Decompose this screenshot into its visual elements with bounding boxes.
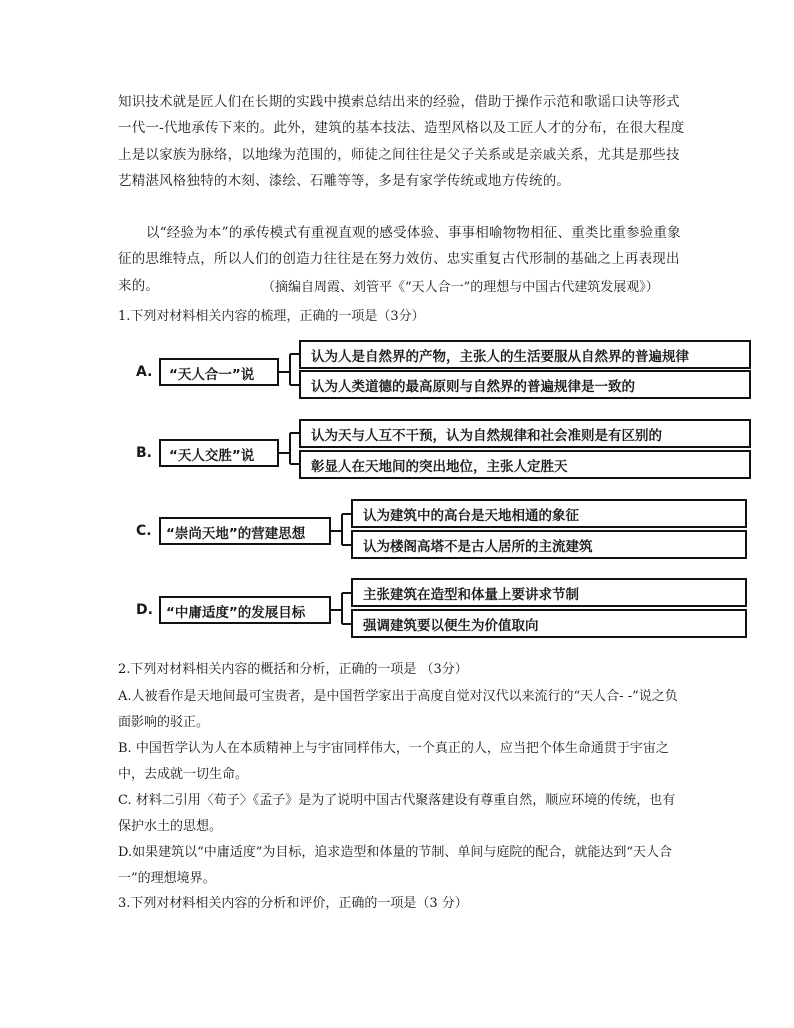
option-d-title-box	[160, 597, 330, 623]
passage-paragraph-1: 知识技术就是匠人们在长期的实践中摸索总结出来的经验，借助于操作示范和歌谣口诀等形式一代一-代地承传下来的。此外，建筑的基本技法、造型风格以及工匠人才的分布，在很大程度上是以家族为脉络，以地缘为范围的，师徒之间往往是父子关系或是亲戚关系，尤其是那些技艺精湛风格独特的木刻、漆绘、石雕等等，多是有家学传统或地方传统的。	[118, 94, 685, 189]
option-c-bracket	[330, 514, 352, 545]
option-c-item-2: 认为楼阁高塔不是古人居所的主流建筑	[363, 539, 593, 555]
question-2-option-a: A.人被看作是天地间最可宝贵者，是中国哲学家出于高度自觉对汉代以来流行的“天人合- -”说之负面影响的驳正。	[118, 689, 678, 730]
option-b-item-2: 彰显人在天地间的突出地位，主张人定胜天	[311, 459, 568, 475]
option-c-title: “崇尚天地”的营建思想	[166, 526, 306, 542]
option-d-item-1: 主张建筑在造型和体量上要讲求节制	[363, 587, 579, 603]
question-2-option-b: B. 中国哲学认为人在本质精神上与宇宙同样伟大，一个真正的人，应当把个体生命通贯于宇宙之中，去成就一切生命。	[118, 741, 669, 782]
question-2-option-d: D.如果建筑以“中庸适度”为目标，追求造型和体量的节制、单间与庭院的配合，就能达到“天人合一”的理想境界。	[118, 845, 673, 886]
option-d-item-2-box	[352, 610, 746, 637]
option-d-item-2: 强调建筑要以便生为价值取向	[363, 618, 539, 634]
option-a-item-1: 认为人是自然界的产物，主张人的生活要服从自然界的普遍规律	[311, 349, 689, 365]
option-d-bracket	[330, 593, 352, 624]
option-b-bracket	[278, 433, 300, 464]
option-a-bracket	[278, 354, 300, 385]
option-d-item-1-box	[352, 579, 746, 606]
option-b-title: “天人交胜”说	[169, 448, 255, 464]
question-2-stem: 2.下列对材料相关内容的概括和分析，正确的一项是 （3分）	[118, 662, 468, 677]
option-a-title: “天人合一”说	[169, 367, 255, 383]
option-c-letter: C.	[136, 523, 152, 539]
option-c-item-1: 认为建筑中的高台是天地相通的象征	[363, 508, 579, 524]
option-b-item-2-box	[300, 451, 750, 478]
question-3-stem: 3.下列对材料相关内容的分析和评价，正确的一项是（3 分）	[118, 896, 468, 911]
passage-paragraph-2: 以“经验为本”的承传模式有重视直观的感受体验、事事相喻物物相征、重类比重参验重象征的思维特点，所以人们的创造力往往是在努力效仿、忠实重复古代形制的基础之上再表现出来的。	[118, 225, 681, 294]
option-c-item-2-box	[352, 531, 746, 558]
option-a-title-box	[160, 359, 278, 385]
question-1-stem: 1.下列对材料相关内容的梳理，正确的一项是（3分）	[118, 309, 425, 324]
option-a-letter: A.	[136, 364, 153, 380]
option-b-title-box	[160, 440, 278, 466]
option-a-item-1-box	[300, 341, 750, 368]
option-c-title-box	[160, 518, 330, 544]
option-c-item-1-box	[352, 500, 746, 527]
option-a-item-2-box	[300, 371, 750, 398]
option-d-title: “中庸适度”的发展目标	[166, 605, 306, 621]
option-b-item-1-box	[300, 420, 750, 447]
option-b-item-1: 认为天与人互不干预，认为自然规律和社会准则是有区别的	[311, 428, 662, 444]
option-b-letter: B.	[136, 445, 152, 461]
option-d-letter: D.	[136, 602, 153, 618]
question-2-option-c: C. 材料二引用〈荀子〉《孟子》是为了说明中国古代聚落建设有尊重自然，顺应环境的传统，也有保护水土的思想。	[118, 793, 676, 834]
option-a-item-2: 认为人类道德的最高原则与自然界的普遍规律是一致的	[311, 379, 635, 395]
passage-source: （摘编自周霞、刘管平《“天人合一”的理想与中国古代建筑发展观》）	[262, 280, 659, 295]
